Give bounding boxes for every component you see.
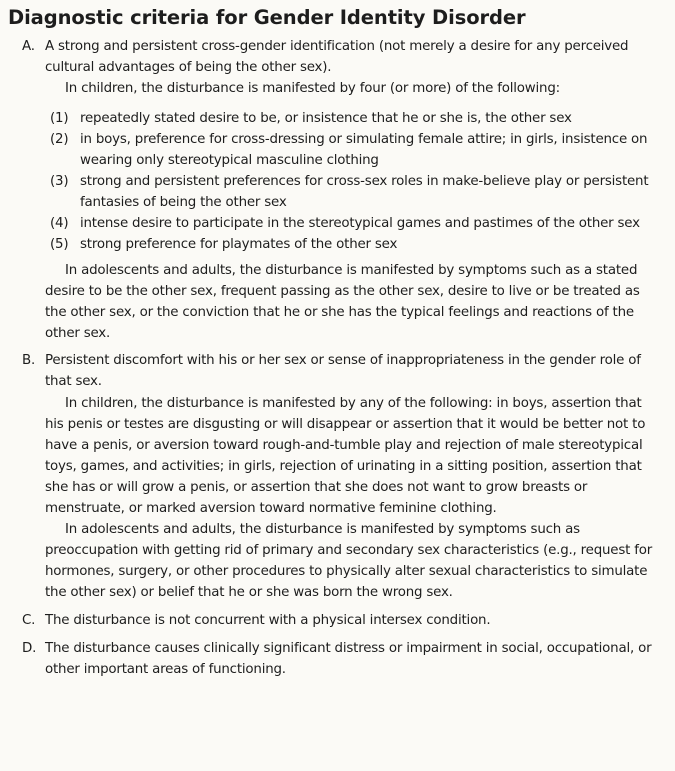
- criterion-a: [8, 36, 661, 344]
- criterion-a-intro: A strong and persistent cross-gender identification (not merely a desire for any perceived cultural advantages of being the other sex).: [45, 39, 629, 75]
- criterion-b-intro: Persistent discomfort with his or her sex or sense of inappropriateness in the gender role of that sex.: [45, 353, 641, 389]
- criterion-a-children-intro: In children, the disturbance is manifested by four (or more) of the following:: [65, 81, 560, 96]
- criterion-b: [8, 350, 661, 603]
- list-item: [45, 108, 661, 129]
- page-title: Diagnostic criteria for Gender Identity Disorder: [8, 6, 526, 29]
- list-item-number: (2): [50, 132, 69, 147]
- list-item-text: strong preference for playmates of the other sex: [80, 237, 398, 252]
- list-item-text: intense desire to participate in the stereotypical games and pastimes of the other sex: [80, 216, 640, 231]
- criterion-d: [8, 638, 661, 680]
- list-item-number: (5): [50, 237, 69, 252]
- symptom-list: [45, 108, 661, 255]
- criterion-a-adults: In adolescents and adults, the disturbance is manifested by symptoms such as a stated desire to be the other sex, frequent passing as the other sex, desire to live or be treated as the other sex, or the conviction that he or she has the typical feelings and reactions of the other sex.: [45, 263, 640, 341]
- list-item: [45, 213, 661, 234]
- criterion-c: [8, 610, 661, 631]
- criterion-b-adults: In adolescents and adults, the disturbance is manifested by symptoms such as preoccupation with getting rid of primary and secondary sex characteristics (e.g., request for hormones, surgery, or other procedures to physically alter sexual characteristics to simulate the other sex) or belief that he or she was born the wrong sex.: [45, 522, 653, 600]
- criterion-label: B.: [22, 353, 36, 368]
- list-item: [45, 129, 661, 171]
- list-item: [45, 234, 661, 255]
- list-item: [45, 171, 661, 213]
- criterion-c-text: The disturbance is not concurrent with a physical intersex condition.: [45, 613, 491, 628]
- criterion-label: D.: [22, 641, 37, 656]
- criterion-d-text: The disturbance causes clinically significant distress or impairment in social, occupational, or other important areas of functioning.: [45, 641, 652, 677]
- list-item-text: in boys, preference for cross-dressing or simulating female attire; in girls, insistence on wearing only stereotypical masculine clothing: [80, 132, 648, 168]
- list-item-text: repeatedly stated desire to be, or insistence that he or she is, the other sex: [80, 111, 572, 126]
- list-item-text: strong and persistent preferences for cross-sex roles in make-believe play or persistent fantasies of being the other sex: [80, 174, 649, 210]
- criterion-label: C.: [22, 613, 36, 628]
- list-item-number: (1): [50, 111, 69, 126]
- criterion-b-children: In children, the disturbance is manifested by any of the following: in boys, assertion that his penis or testes are disgusting or will disappear or assertion that it would be better not to have a penis, or aversion toward rough-and-tumble play and rejection of male stereotypical toys, games, and activities; in girls, rejection of urinating in a sitting position, assertion that she has or will grow a penis, or assertion that she does not want to grow breasts or menstruate, or marked aversion toward normative feminine clothing.: [45, 396, 646, 516]
- list-item-number: (4): [50, 216, 69, 231]
- list-item-number: (3): [50, 174, 69, 189]
- criterion-label: A.: [22, 39, 35, 54]
